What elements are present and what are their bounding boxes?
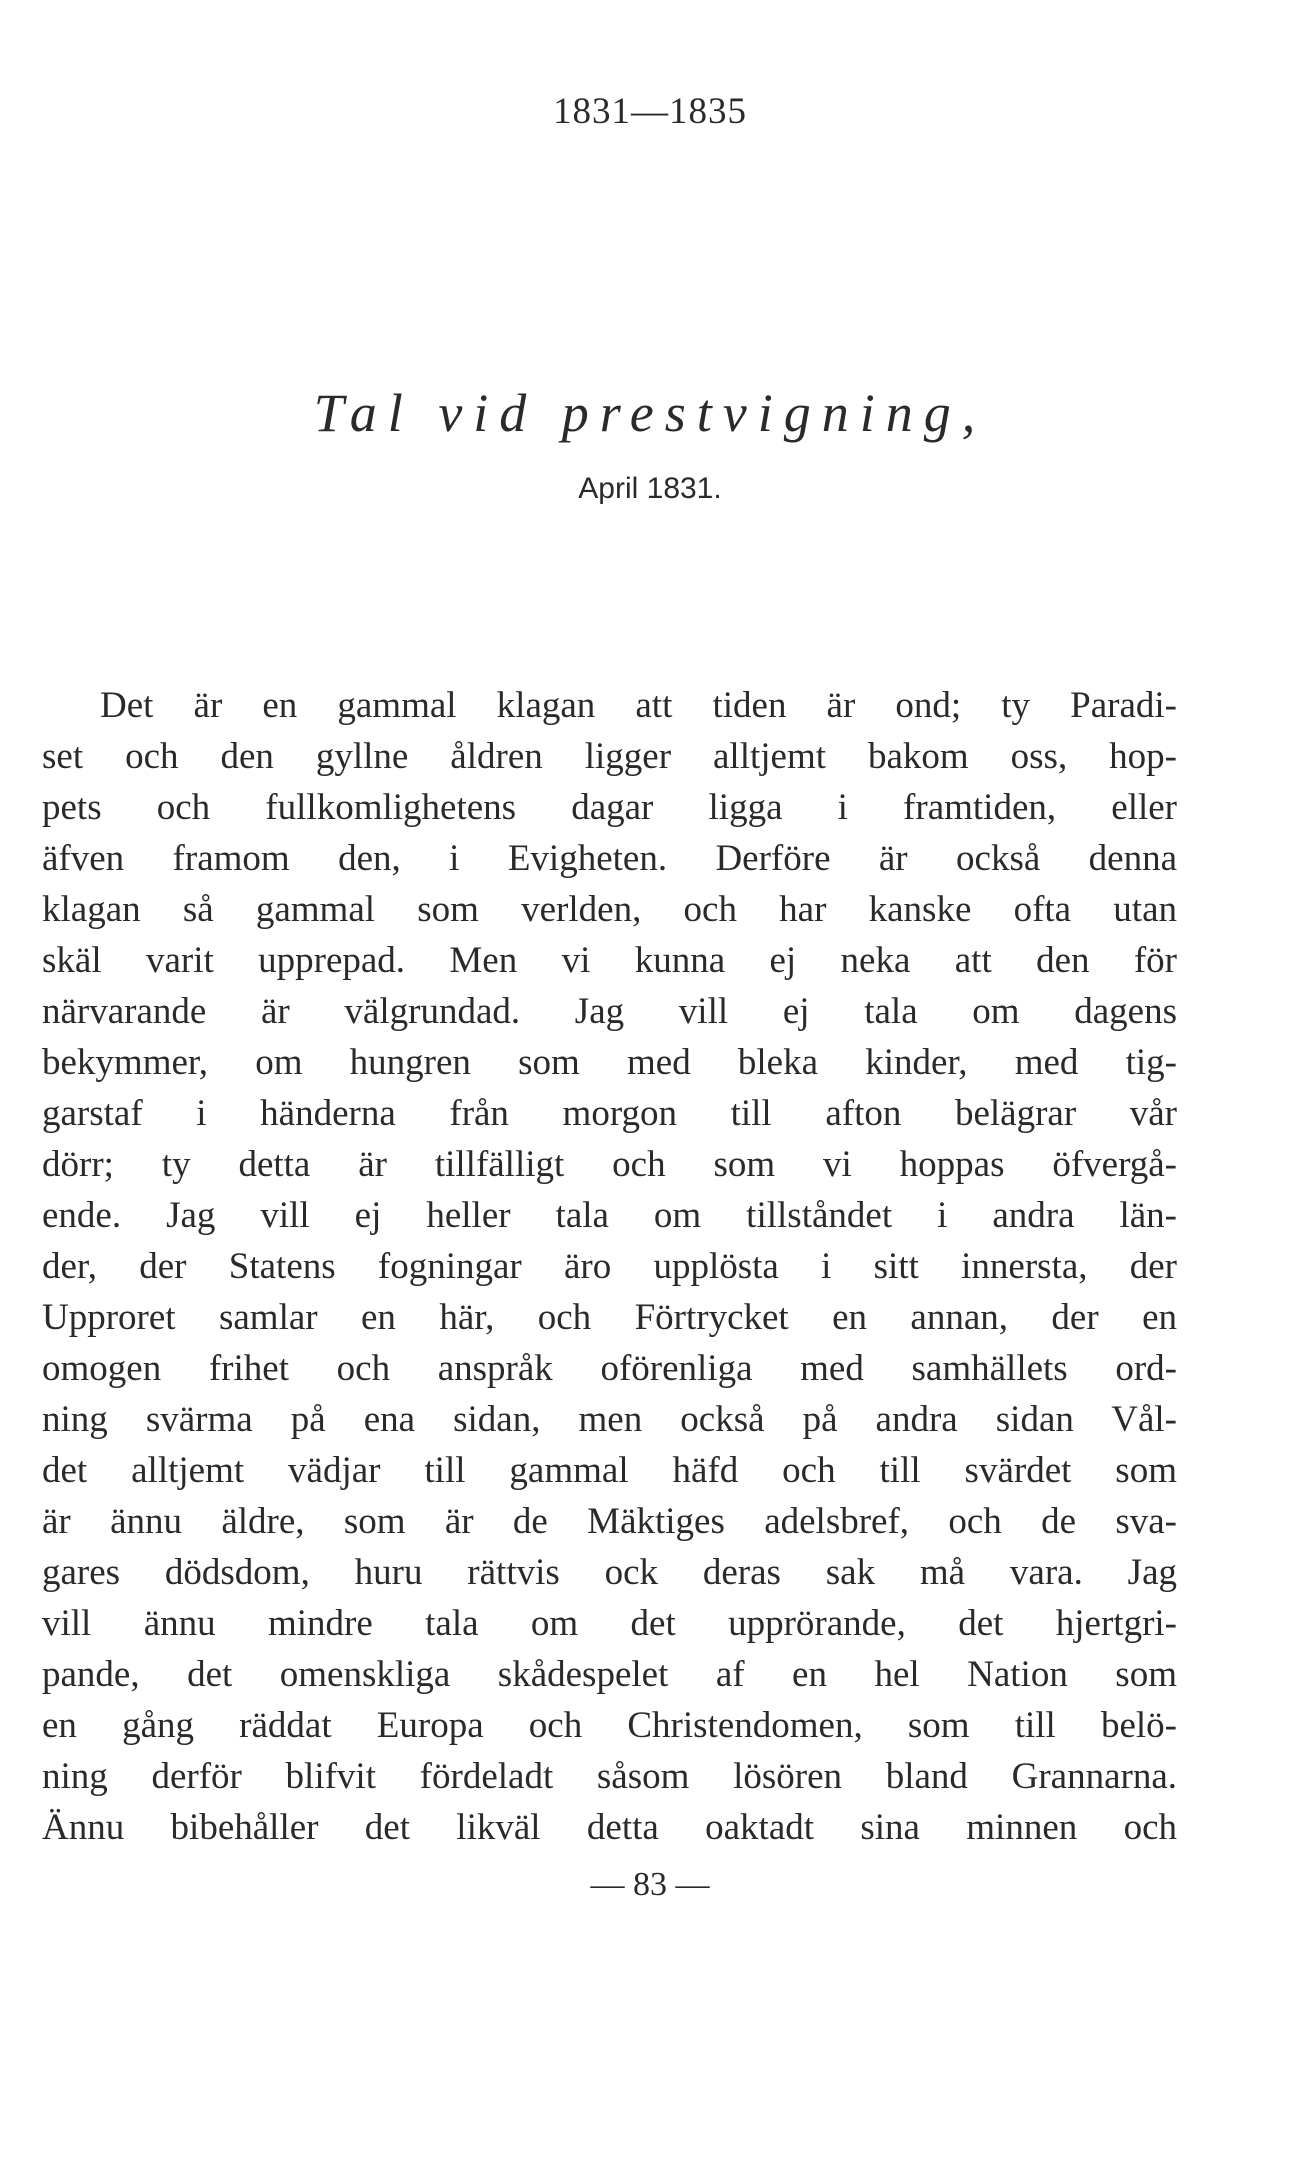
text-line: ning svärma på ena sidan, men också på andra sidan Vål- xyxy=(42,1399,1177,1440)
text-line: set och den gyllne åldren ligger alltjemt bakom oss, hop- xyxy=(42,736,1177,777)
text-line: garstaf i händerna från morgon till afton belägrar vår xyxy=(42,1093,1177,1134)
text-line: skäl varit upprepad. Men vi kunna ej neka att den för xyxy=(42,940,1177,981)
text-line: ende. Jag vill ej heller tala om tillståndet i andra län- xyxy=(42,1195,1177,1236)
text-line: närvarande är välgrundad. Jag vill ej tala om dagens xyxy=(42,991,1177,1032)
text-line: klagan så gammal som verlden, och har kanske ofta utan xyxy=(42,889,1177,930)
text-line: vill ännu mindre tala om det upprörande, det hjertgri- xyxy=(42,1603,1177,1644)
text-line: Upproret samlar en här, och Förtrycket en annan, der en xyxy=(42,1297,1177,1338)
text-line: ning derför blifvit fördeladt såsom lösören bland Grannarna. xyxy=(42,1756,1177,1797)
text-line: äfven framom den, i Evigheten. Derföre är också denna xyxy=(42,838,1177,879)
text-line: pets och fullkomlighetens dagar ligga i framtiden, eller xyxy=(42,787,1177,828)
page-title: Tal vid prestvigning, xyxy=(313,383,987,443)
text-line: gares dödsdom, huru rättvis ock deras sak må vara. Jag xyxy=(42,1552,1177,1593)
text-line: Det är en gammal klagan att tiden är ond; ty Paradi- xyxy=(100,685,1177,726)
text-line: dörr; ty detta är tillfälligt och som vi hoppas öfvergå- xyxy=(42,1144,1177,1185)
page-number: — 83 — xyxy=(590,1866,710,1903)
text-line: pande, det omenskliga skådespelet af en hel Nation som xyxy=(42,1654,1177,1695)
text-line: är ännu äldre, som är de Mäktiges adelsbref, och de sva- xyxy=(42,1501,1177,1542)
text-line: Ännu bibehåller det likväl detta oaktadt sina minnen och xyxy=(42,1807,1177,1848)
text-line: omogen frihet och anspråk oförenliga med samhällets ord- xyxy=(42,1348,1177,1389)
dateline: April 1831. xyxy=(578,472,722,505)
running-head: 1831—1835 xyxy=(553,91,747,132)
text-line: der, der Statens fogningar äro upplösta i sitt innersta, der xyxy=(42,1246,1177,1287)
text-line: det alltjemt vädjar till gammal häfd och till svärdet som xyxy=(42,1450,1177,1491)
text-line: en gång räddat Europa och Christendomen, som till belö- xyxy=(42,1705,1177,1746)
text-line: bekymmer, om hungren som med bleka kinder, med tig- xyxy=(42,1042,1177,1083)
